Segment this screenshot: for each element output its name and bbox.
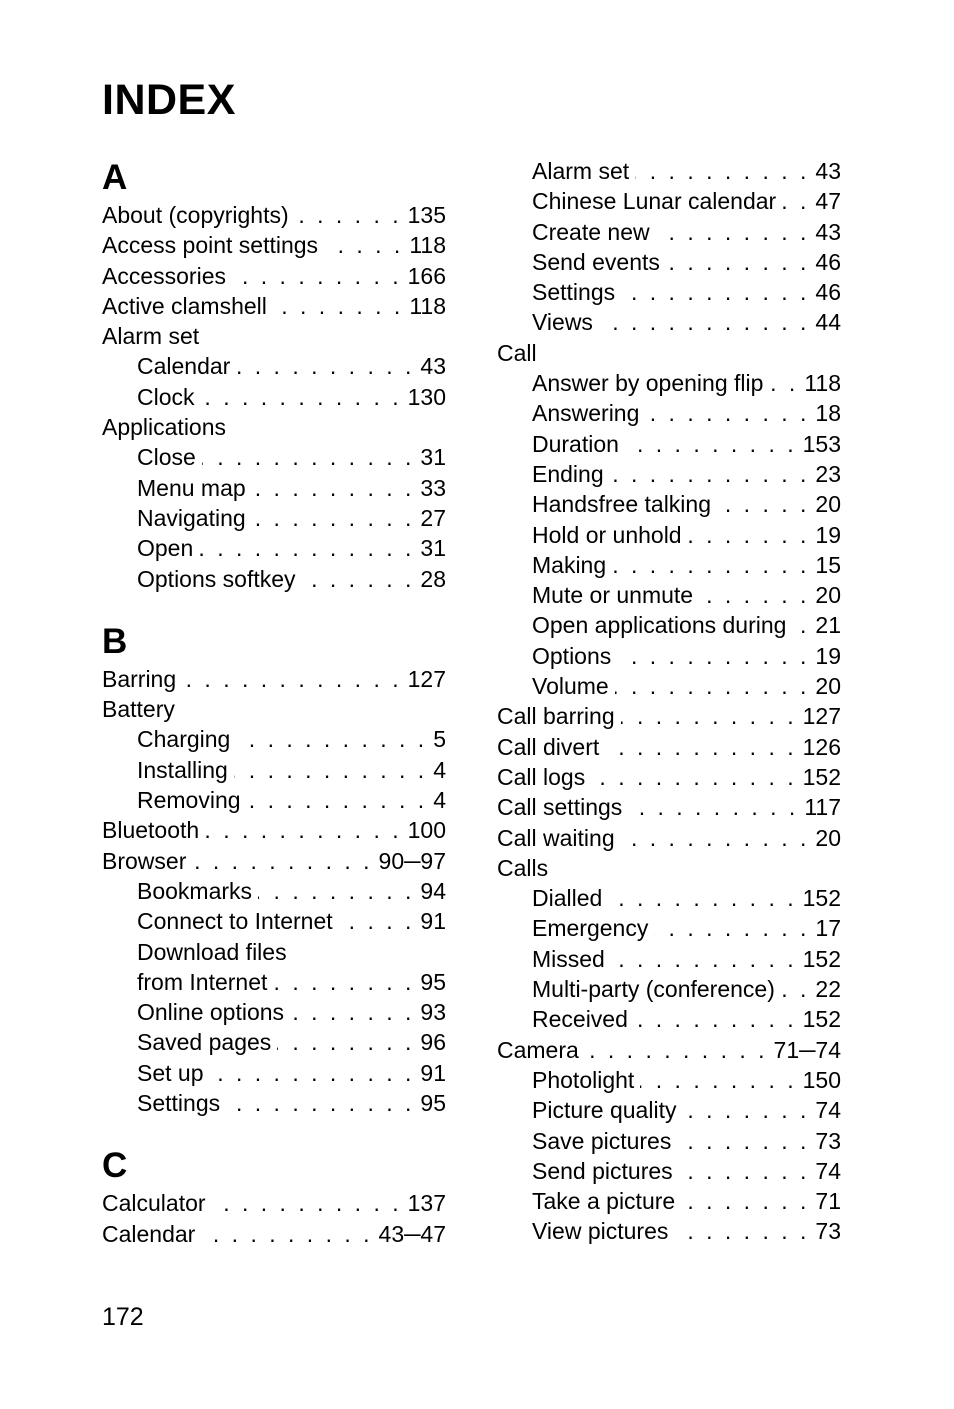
index-term: Clock <box>137 383 195 410</box>
dot-leader <box>612 550 809 580</box>
index-subentry <box>497 944 841 974</box>
index-subentry <box>497 1095 841 1125</box>
dot-leader <box>252 473 415 503</box>
index-term: Open <box>137 535 194 562</box>
index-page-ref: 20 <box>815 673 841 700</box>
dot-leader <box>666 247 810 277</box>
index-subentry <box>102 351 446 381</box>
section-spacer <box>102 1118 446 1144</box>
index-page-ref: 31 <box>420 535 446 562</box>
index-term: Bluetooth <box>102 817 200 844</box>
index-page-ref: 127 <box>802 703 841 730</box>
index-term: Navigating <box>137 504 246 531</box>
dot-leader <box>205 815 401 845</box>
section-letter-heading: C <box>102 1146 128 1186</box>
dot-leader <box>640 1065 796 1095</box>
index-subentry <box>497 883 841 913</box>
index-page-ref: 152 <box>802 885 841 912</box>
index-entry <box>497 732 841 762</box>
index-term: Create new <box>532 218 650 245</box>
index-page-ref: 73 <box>815 1218 841 1245</box>
dot-leader <box>201 382 402 412</box>
dot-leader <box>656 217 810 247</box>
index-page-ref: 19 <box>815 642 841 669</box>
dot-leader <box>236 351 414 381</box>
dot-leader <box>792 610 809 640</box>
index-page-ref: 46 <box>815 248 841 275</box>
index-term: Making <box>532 551 607 578</box>
index-term: Calls <box>497 854 549 881</box>
index-term: Alarm set <box>102 323 200 350</box>
index-subentry <box>102 876 446 906</box>
index-term: Call waiting <box>497 824 615 851</box>
dot-leader <box>199 533 414 563</box>
index-page-ref: 5 <box>433 726 446 753</box>
dot-leader <box>625 429 797 459</box>
dot-leader <box>674 1216 809 1246</box>
index-entry <box>497 792 841 822</box>
index-column-right <box>497 156 841 1247</box>
index-term: Chinese Lunar calendar <box>532 188 777 215</box>
index-page-ref: 117 <box>804 794 841 821</box>
section-letter-heading: B <box>102 621 128 661</box>
index-page-ref: 73 <box>815 1127 841 1154</box>
index-page-ref: 126 <box>802 733 841 760</box>
index-term: Installing <box>137 756 228 783</box>
dot-leader <box>634 1004 797 1034</box>
index-page-ref: 18 <box>815 400 841 427</box>
index-page-ref: 152 <box>802 763 841 790</box>
index-subentry <box>102 473 446 503</box>
index-page-ref: 96 <box>420 1029 446 1056</box>
section-spacer <box>102 594 446 620</box>
dot-leader <box>699 580 809 610</box>
index-page-ref: 43 <box>815 158 841 184</box>
dot-leader <box>192 846 372 876</box>
index-subentry <box>497 277 841 307</box>
index-page-ref: 20 <box>815 582 841 609</box>
dot-leader <box>617 641 809 671</box>
index-term: Views <box>532 309 593 336</box>
index-term: Call <box>497 339 537 366</box>
dot-leader <box>682 1095 809 1125</box>
dot-leader <box>212 1188 402 1218</box>
index-subentry <box>497 429 841 459</box>
dot-leader <box>679 1156 810 1186</box>
index-term: Save pictures <box>532 1127 672 1154</box>
index-term: Menu map <box>137 474 246 501</box>
dot-leader <box>605 732 796 762</box>
index-term: Handsfree talking <box>532 491 711 518</box>
index-page-ref: 152 <box>802 945 841 972</box>
dot-leader <box>615 671 810 701</box>
dot-leader <box>621 701 797 731</box>
index-page-ref: 166 <box>407 262 446 289</box>
index-page-ref: 28 <box>420 565 446 592</box>
index-subentry <box>102 382 446 412</box>
dot-leader <box>210 1058 415 1088</box>
index-term: Call logs <box>497 763 586 790</box>
index-page-ref: 118 <box>409 232 446 259</box>
dot-leader <box>769 368 798 398</box>
index-term: Charging <box>137 726 231 753</box>
index-subentry <box>497 1004 841 1034</box>
dot-leader <box>324 230 403 260</box>
index-term: Removing <box>137 787 241 814</box>
dot-leader <box>681 1186 809 1216</box>
index-subentry <box>497 1216 841 1246</box>
index-page-ref: 127 <box>407 665 446 692</box>
index-heading <box>102 937 446 967</box>
index-term: Browser <box>102 847 187 874</box>
index-page-ref: 43─47 <box>378 1220 446 1247</box>
dot-leader <box>688 520 810 550</box>
dot-leader <box>277 1027 414 1057</box>
index-term: Access point settings <box>102 232 319 259</box>
index-page-ref: 43 <box>420 353 446 380</box>
index-subentry <box>497 1126 841 1156</box>
dot-leader <box>628 792 798 822</box>
index-subentry <box>497 671 841 701</box>
dot-leader <box>273 291 403 321</box>
dot-leader <box>782 186 809 216</box>
index-heading <box>102 694 446 724</box>
index-entry <box>102 815 446 845</box>
index-subentry <box>102 906 446 936</box>
index-heading <box>497 338 841 368</box>
index-term: Send events <box>532 248 660 275</box>
index-subentry <box>497 489 841 519</box>
index-term: Calendar <box>137 353 231 380</box>
dot-leader <box>302 564 415 594</box>
dot-leader <box>677 1126 809 1156</box>
index-page-ref: 153 <box>802 430 841 457</box>
index-term: Emergency <box>532 915 649 942</box>
index-page-ref: 47 <box>815 188 841 215</box>
dot-leader <box>295 200 402 230</box>
dot-leader <box>236 724 427 754</box>
index-entry <box>102 846 446 876</box>
index-entry <box>497 1035 841 1065</box>
index-column-left <box>102 156 446 1249</box>
index-term: Call barring <box>497 703 615 730</box>
section-letter-heading: A <box>102 158 128 197</box>
index-subentry <box>102 1058 446 1088</box>
index-subentry <box>102 1027 446 1057</box>
index-subentry <box>497 610 841 640</box>
index-page-ref: 152 <box>802 1006 841 1033</box>
index-page-ref: 95 <box>420 1090 446 1117</box>
index-page-ref: 46 <box>815 279 841 306</box>
index-term: Photolight <box>532 1066 635 1093</box>
index-term: Calculator <box>102 1190 206 1217</box>
index-subentry <box>497 1156 841 1186</box>
index-page-ref: 130 <box>407 383 446 410</box>
index-subentry <box>497 307 841 337</box>
dot-leader <box>339 906 415 936</box>
index-page-ref: 44 <box>815 309 841 336</box>
index-term: Options softkey <box>137 565 296 592</box>
index-page-ref: 20 <box>815 824 841 851</box>
index-term: Answer by opening flip <box>532 370 764 397</box>
index-subentry <box>497 1186 841 1216</box>
index-term: Battery <box>102 696 175 723</box>
page-number: 172 <box>102 1303 144 1331</box>
index-subentry <box>497 580 841 610</box>
index-subentry <box>497 550 841 580</box>
index-entry <box>102 200 446 230</box>
index-term: Mute or unmute <box>532 582 694 609</box>
index-term: View pictures <box>532 1218 669 1245</box>
index-page-ref: 91 <box>420 1059 446 1086</box>
index-page-ref: 21 <box>815 612 841 639</box>
index-term: Close <box>137 444 196 471</box>
index-page-ref: 15 <box>815 551 841 578</box>
index-term: Missed <box>532 945 605 972</box>
index-page-ref: 90─97 <box>378 847 446 874</box>
index-term: Applications <box>102 414 227 441</box>
dot-leader <box>273 967 414 997</box>
dot-leader <box>635 156 809 186</box>
index-entry <box>497 823 841 853</box>
index-subentry <box>102 442 446 472</box>
dot-leader <box>610 459 810 489</box>
dot-leader <box>654 913 809 943</box>
index-term: Dialled <box>532 885 603 912</box>
index-page-ref: 118 <box>409 292 446 319</box>
index-page-ref: 4 <box>433 787 446 814</box>
index-subentry <box>497 520 841 550</box>
index-subentry <box>102 1088 446 1118</box>
index-subentry <box>497 247 841 277</box>
index-term: Connect to Internet <box>137 908 333 935</box>
index-term: Hold or unhold <box>532 521 682 548</box>
index-term: Received <box>532 1006 628 1033</box>
index-term: from Internet <box>137 968 268 995</box>
index-page-ref: 137 <box>407 1190 446 1217</box>
index-page-ref: 71 <box>815 1188 841 1215</box>
dot-leader <box>608 883 796 913</box>
index-page-ref: 95 <box>420 968 446 995</box>
index-page-ref: 93 <box>420 999 446 1026</box>
index-page-ref: 22 <box>815 976 841 1003</box>
index-term: Accessories <box>102 262 226 289</box>
index-subentry <box>497 186 841 216</box>
dot-leader <box>201 1219 372 1249</box>
index-term: Bookmarks <box>137 877 253 904</box>
index-subentry <box>497 641 841 671</box>
dot-leader <box>232 261 402 291</box>
index-entry <box>102 291 446 321</box>
index-subentry <box>497 156 841 186</box>
index-term: Volume <box>532 673 609 700</box>
index-term: Options <box>532 642 612 669</box>
index-page-ref: 27 <box>420 504 446 531</box>
dot-leader <box>182 664 401 694</box>
index-term: Set up <box>137 1059 204 1086</box>
index-subentry <box>102 724 446 754</box>
index-page-ref: 135 <box>407 202 446 228</box>
index-heading <box>497 853 841 883</box>
index-heading <box>102 321 446 351</box>
index-subentry <box>102 533 446 563</box>
dot-leader <box>781 974 810 1004</box>
index-subentry <box>102 997 446 1027</box>
dot-leader <box>591 762 796 792</box>
index-subentry <box>102 755 446 785</box>
dot-leader <box>290 997 414 1027</box>
index-term: Answering <box>532 400 640 427</box>
index-page-ref: 71─74 <box>773 1036 841 1063</box>
index-term: Send pictures <box>532 1157 673 1184</box>
index-term: Take a picture <box>532 1188 676 1215</box>
index-subentry <box>497 459 841 489</box>
index-subentry <box>497 398 841 428</box>
index-entry <box>102 664 446 694</box>
index-page-ref: 17 <box>815 915 841 942</box>
dot-leader <box>226 1088 414 1118</box>
index-page-ref: 74 <box>815 1157 841 1184</box>
index-entry <box>497 762 841 792</box>
dot-leader <box>247 785 428 815</box>
index-term: Settings <box>137 1090 221 1117</box>
dot-leader <box>252 503 415 533</box>
dot-leader <box>621 823 810 853</box>
dot-leader <box>258 876 414 906</box>
index-page-ref: 23 <box>815 460 841 487</box>
index-page-ref: 33 <box>420 474 446 501</box>
index-term: About (copyrights) <box>102 202 289 228</box>
index-entry <box>102 230 446 260</box>
index-subentry <box>102 967 446 997</box>
index-page-ref: 94 <box>420 877 446 904</box>
index-term: Alarm set <box>532 158 630 184</box>
index-term: Barring <box>102 665 177 692</box>
index-term: Call divert <box>497 733 600 760</box>
dot-leader <box>611 944 797 974</box>
index-page-ref: 118 <box>804 370 841 397</box>
index-page-ref: 31 <box>420 444 446 471</box>
index-subentry <box>102 564 446 594</box>
index-term: Settings <box>532 279 616 306</box>
index-subentry <box>102 503 446 533</box>
index-subentry <box>102 785 446 815</box>
dot-leader <box>599 307 809 337</box>
index-term: Ending <box>532 460 604 487</box>
index-page-ref: 150 <box>802 1066 841 1093</box>
index-subentry <box>497 974 841 1004</box>
index-subentry <box>497 913 841 943</box>
index-page-ref: 100 <box>407 817 446 844</box>
index-term: Camera <box>497 1036 579 1063</box>
index-subentry <box>497 368 841 398</box>
index-term: Multi-party (conference) <box>532 976 775 1003</box>
index-entry <box>102 261 446 291</box>
index-page-ref: 91 <box>420 908 446 935</box>
index-page-ref: 4 <box>433 756 446 783</box>
page-title: INDEX <box>102 76 236 124</box>
index-subentry <box>497 217 841 247</box>
index-page-ref: 43 <box>815 218 841 245</box>
index-page-ref: 20 <box>815 491 841 518</box>
dot-leader <box>234 755 427 785</box>
dot-leader <box>202 442 415 472</box>
index-heading <box>102 412 446 442</box>
dot-leader <box>717 489 809 519</box>
index-term: Online options <box>137 999 285 1026</box>
dot-leader <box>621 277 809 307</box>
index-term: Picture quality <box>532 1097 677 1124</box>
index-entry <box>102 1219 446 1249</box>
index-entry <box>497 701 841 731</box>
dot-leader <box>585 1035 768 1065</box>
index-term: Call settings <box>497 794 623 821</box>
index-term: Duration <box>532 430 619 457</box>
index-entry <box>102 1188 446 1218</box>
index-term: Open applications during <box>532 612 787 639</box>
index-term: Saved pages <box>137 1029 272 1056</box>
dot-leader <box>645 398 809 428</box>
index-page-ref: 19 <box>815 521 841 548</box>
index-subentry <box>497 1065 841 1095</box>
index-page-ref: 74 <box>815 1097 841 1124</box>
index-term: Download files <box>137 938 287 965</box>
index-term: Active clamshell <box>102 292 267 319</box>
index-term: Calendar <box>102 1220 196 1247</box>
